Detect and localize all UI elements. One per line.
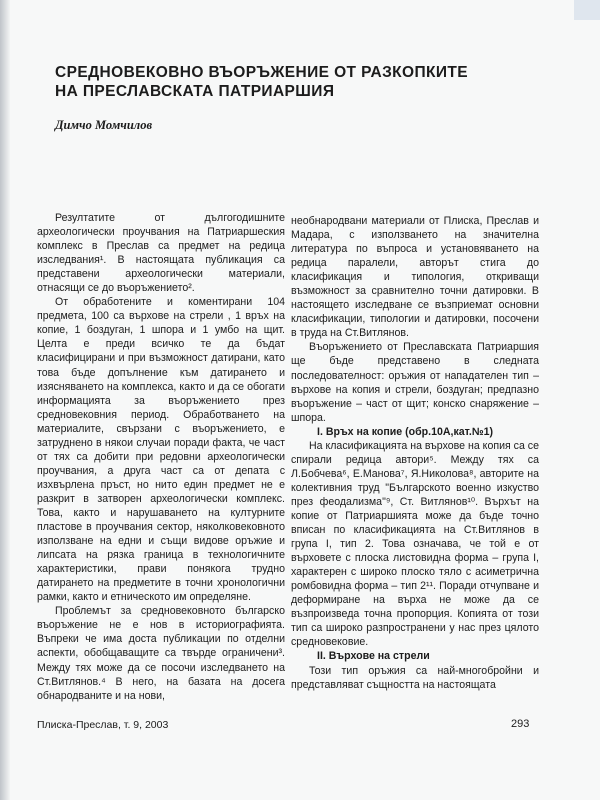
section-heading-spearhead: I. Връх на копие (обр.10А,кат.№1) <box>317 425 494 438</box>
section-heading-arrowheads: II. Върхове на стрели <box>317 650 430 663</box>
paragraph: От обработените и коментирани 104 предмета, 100 са върхове на стрели , 1 връх на копие, 1 боздуган, 1 шпора и 1 умбо на щит. Целта е преди всичко те да бъдат класифицирани и при възможност датирани, като това бъде допълнение към датирането и изясняването на комплекса, както и да се обогати информацията за въоръжението през средновековния период. Обработването на материалите, свързани с въоръжението, е затруднено в някои случаи поради факта, че част от тях са добити при редовни археологически проучвания, а друга част са от депата с изхвърлена пръст, но нито един предмет не е разкрит в затворен археологически комплекс. Това, както и нарушаването на културните пластове в проучвания сектор, няколковековното използване на едни и същи видове оръжие и липсата на рязка граница в технологичните характеристики, прави понякога трудно датирането на предметите в точни хронологични рамки, както и етническото им определяне. <box>37 296 285 604</box>
journal-reference: Плиска-Преслав, т. 9, 2003 <box>37 719 169 731</box>
page-number: 293 <box>511 718 530 730</box>
article-title <box>55 63 575 101</box>
paragraph: Въоръжението от Преславската Патриаршия ще бъде представено в следната последователност: оръжия от нападателен тип – върхове на копия и стрели, боздуган; предпазно въоръжение – част от щит; конско снаряжение – шпора. <box>291 341 539 424</box>
paragraph: Резултатите от дългогодишните археологически проучвания на Патриаршеския комплекс в Преслав са предмет на редица изследвания¹. В настоящата публикация са представени археологически материали, отнасящи се до въоръжението². <box>37 212 285 295</box>
article-title-line-2: НА ПРЕСЛАВСКАТА ПАТРИАРШИЯ <box>55 83 335 100</box>
article-title-line-1: СРЕДНОВЕКОВНО ВЪОРЪЖЕНИЕ ОТ РАЗКОПКИТЕ <box>55 64 469 81</box>
paragraph: необнародвани материали от Плиска, Преслав и Мадара, с използването на значителна литература по въпроса и установяването на редица паралели, авторът стига до класификация и типология, откриващи възможност за сравнително точни датировки. В настоящето изследване се възприемат основни класификации, типологии и датировки, посочени в труда на Ст.Витлянов. <box>291 215 539 340</box>
paragraph: На класификацията на върхове на копия са се спирали редица автори⁵. Между тях са Л.Бобчева⁶, Е.Манова⁷, Я.Николова⁸, авторите на колективния труд "Българското военно изкуство през феодализма"⁹, Ст. Витлянов¹⁰. Върхът на копие от Патриаршията може да бъде точно вписан по класификацията на Ст.Витлянов в група I, тип 2. Това означава, че той е от върховете с плоска листовидна форма – група I, характерен с широко плоско тяло с асиметрична ромбовидна форма – тип 2¹¹. Поради отчупване и деформиране на върха не може да се възпроизведа точна пропорция. Копията от този тип са широко разпространени у нас през цялото средновековие. <box>291 439 539 649</box>
paragraph: Проблемът за средновековното българско въоръжение не е нов в историографията. Въпреки че има доста публикации по отделни аспекти, обобщаващите са твърде ограничени³. Между тях може да се посочи изследването на Ст.Витлянов.⁴ В него, на базата на досега обнародваните и на нови, <box>37 605 285 702</box>
author-name: Димчо Момчилов <box>55 118 153 132</box>
paragraph: Този тип оръжия са най-многобройни и представляват същността на настоящата <box>291 664 539 691</box>
right-column <box>291 214 539 692</box>
left-column <box>37 211 285 703</box>
